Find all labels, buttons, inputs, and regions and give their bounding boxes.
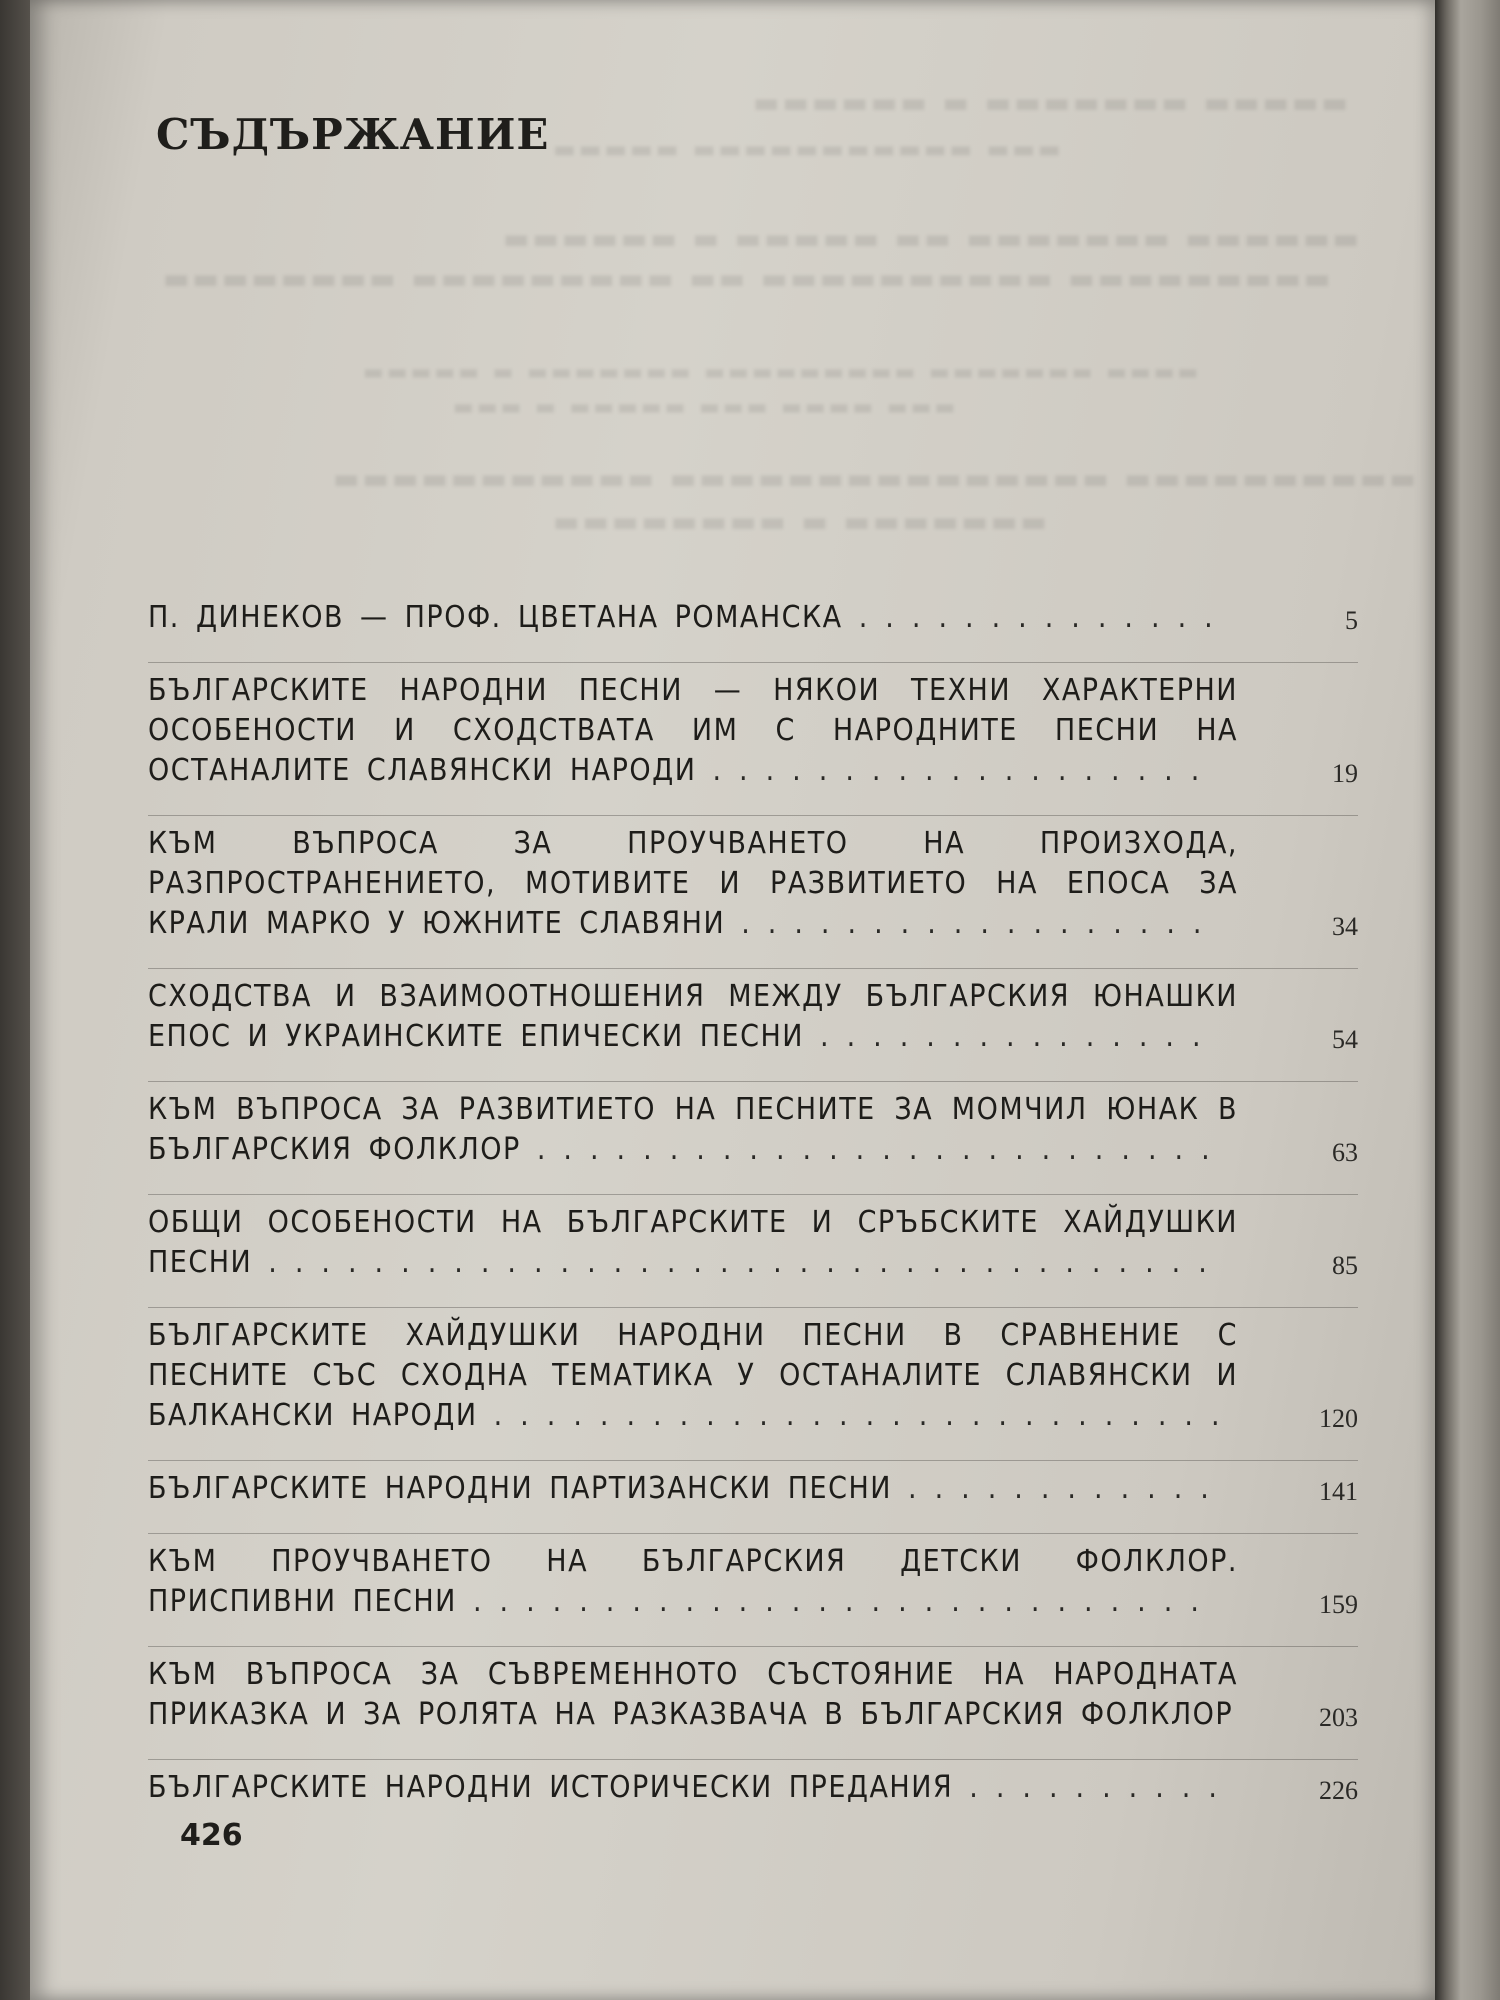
dot-leader: ............... xyxy=(820,1019,1219,1054)
dot-leader: .............. xyxy=(858,600,1231,635)
toc-list xyxy=(148,590,1358,1832)
dot-leader: .................................... xyxy=(268,1245,1225,1280)
toc-entry-title: КЪМ ВЪПРОСА ЗА РАЗВИТИЕТО НА ПЕСНИТЕ ЗА МОМЧИЛ ЮНАК В БЪЛГАРСКИЯ ФОЛКЛОР .......................... xyxy=(148,1092,1238,1167)
book-page xyxy=(30,0,1435,2000)
toc-entry-title: КЪМ ПРОУЧВАНЕТО НА БЪЛГАРСКИЯ ДЕТСКИ ФОЛКЛОР. ПРИСПИВНИ ПЕСНИ ............................ xyxy=(148,1544,1238,1619)
toc-entry-page: 85 xyxy=(1332,1251,1358,1280)
toc-entry-title: БЪЛГАРСКИТЕ НАРОДНИ ПЕСНИ — НЯКОИ ТЕХНИ ХАРАКТЕРНИ ОСОБЕНОСТИ И СХОДСТВАТА ИМ С НАРОДНИТЕ ПЕСНИ НА ОСТАНАЛИТЕ СЛАВЯНСКИ НАРОДИ ................... xyxy=(148,673,1238,788)
toc-entry xyxy=(148,1460,1358,1519)
toc-entry-page: 203 xyxy=(1319,1703,1358,1732)
show-through-line: ▬▬▬▬▬ ▬▬▬▬▬▬▬ ▬ ▬▬▬▬▬▬ xyxy=(750,86,1348,119)
show-through-line: ▬▬▬ ▬▬▬▬ ▬▬▬ ▬▬▬▬▬ ▬ ▬▬▬ xyxy=(450,395,956,420)
toc-entry-title: КЪМ ВЪПРОСА ЗА ПРОУЧВАНЕТО НА ПРОИЗХОДА, РАЗПРОСТРАНЕНИЕТО, МОТИВИТЕ И РАЗВИТИЕТО НА ЕПОСА ЗА КРАЛИ МАРКО У ЮЖНИТЕ СЛАВЯНИ .................. xyxy=(148,826,1238,941)
toc-entry-page: 120 xyxy=(1319,1404,1358,1433)
dot-leader: .................. xyxy=(741,906,1220,941)
show-through-line: ▬▬▬▬▬▬ ▬▬▬▬▬▬▬ ▬▬ ▬▬▬▬▬ ▬ ▬▬▬▬▬▬ xyxy=(500,222,1360,255)
dot-leader: ................... xyxy=(712,753,1218,788)
dot-leader: .......... xyxy=(969,1770,1235,1805)
toc-entry-title: СХОДСТВА И ВЗАИМООТНОШЕНИЯ МЕЖДУ БЪЛГАРСКИЯ ЮНАШКИ ЕПОС И УКРАИНСКИТЕ ЕПИЧЕСКИ ПЕСНИ ............... xyxy=(148,979,1238,1054)
toc-entry-page: 54 xyxy=(1332,1025,1358,1054)
toc-entry xyxy=(148,1081,1358,1180)
toc-entry-page: 159 xyxy=(1319,1590,1358,1619)
dot-leader: ............................ xyxy=(493,1398,1238,1433)
toc-entry-page: 63 xyxy=(1332,1138,1358,1167)
toc-entry-page: 34 xyxy=(1332,912,1358,941)
toc-entry xyxy=(148,590,1358,648)
show-through-line: ▬▬▬▬▬▬▬ ▬ ▬▬▬▬▬▬▬▬ xyxy=(550,505,1047,538)
toc-entry-title: БЪЛГАРСКИТЕ НАРОДНИ ПАРТИЗАНСКИ ПЕСНИ ............ xyxy=(148,1471,1227,1506)
book-cover-edge xyxy=(1435,0,1500,2000)
toc-entry xyxy=(148,1759,1358,1818)
toc-entry-page: 226 xyxy=(1319,1776,1358,1805)
toc-entry xyxy=(148,968,1358,1067)
show-through-line: ▬▬▬▬▬▬▬▬▬▬ ▬▬▬▬▬▬▬▬▬▬▬▬▬▬▬ ▬▬▬▬▬▬▬▬▬▬▬ xyxy=(330,462,1416,495)
show-through-line: ▬▬▬▬ ▬▬▬▬▬▬▬ ▬▬▬▬▬▬▬▬▬ ▬▬▬▬▬▬▬ ▬ ▬▬▬▬▬ xyxy=(360,360,1199,385)
toc-entry-title: КЪМ ВЪПРОСА ЗА СЪВРЕМЕННОТО СЪСТОЯНИЕ НА НАРОДНАТА ПРИКАЗКА И ЗА РОЛЯТА НА РАЗКАЗВАЧА В БЪЛГАРСКИЯ ФОЛКЛОР xyxy=(148,1657,1238,1732)
toc-entry xyxy=(148,815,1358,954)
toc-entry xyxy=(148,1194,1358,1293)
toc-entry-title: ОБЩИ ОСОБЕНОСТИ НА БЪЛГАРСКИТЕ И СРЪБСКИТЕ ХАЙДУШКИ ПЕСНИ .................................... xyxy=(148,1205,1238,1280)
toc-entry-title: БЪЛГАРСКИТЕ НАРОДНИ ИСТОРИЧЕСКИ ПРЕДАНИЯ .......... xyxy=(148,1770,1235,1805)
dot-leader: ............................ xyxy=(472,1584,1217,1619)
toc-entry xyxy=(148,662,1358,801)
toc-entry xyxy=(148,1646,1358,1745)
show-through-line: ▬▬▬▬▬▬▬▬▬ ▬▬▬▬▬▬▬▬▬▬ ▬▬ ▬▬▬▬▬▬▬▬▬ ▬▬▬▬▬▬▬▬ xyxy=(160,262,1331,295)
page-title: СЪДЪРЖАНИЕ xyxy=(156,110,550,159)
toc-entry-page: 19 xyxy=(1332,759,1358,788)
toc-entry xyxy=(148,1307,1358,1446)
toc-entry-title: П. ДИНЕКОВ — ПРОФ. ЦВЕТАНА РОМАНСКА .............. xyxy=(148,600,1231,635)
page-number: 426 xyxy=(180,1818,243,1853)
dot-leader: .......................... xyxy=(536,1132,1228,1167)
toc-entry-title: БЪЛГАРСКИТЕ ХАЙДУШКИ НАРОДНИ ПЕСНИ В СРАВНЕНИЕ С ПЕСНИТЕ СЪС СХОДНА ТЕМАТИКА У ОСТАНАЛИТЕ СЛАВЯНСКИ И БАЛКАНСКИ НАРОДИ ............................ xyxy=(148,1318,1238,1433)
toc-entry-page: 5 xyxy=(1345,606,1358,635)
toc-entry xyxy=(148,1533,1358,1632)
show-through-line: ▬▬▬ ▬▬▬▬▬▬▬▬▬▬▬ ▬▬▬▬▬ xyxy=(550,135,1061,163)
toc-entry-page: 141 xyxy=(1319,1477,1358,1506)
dot-leader: ............ xyxy=(908,1471,1227,1506)
